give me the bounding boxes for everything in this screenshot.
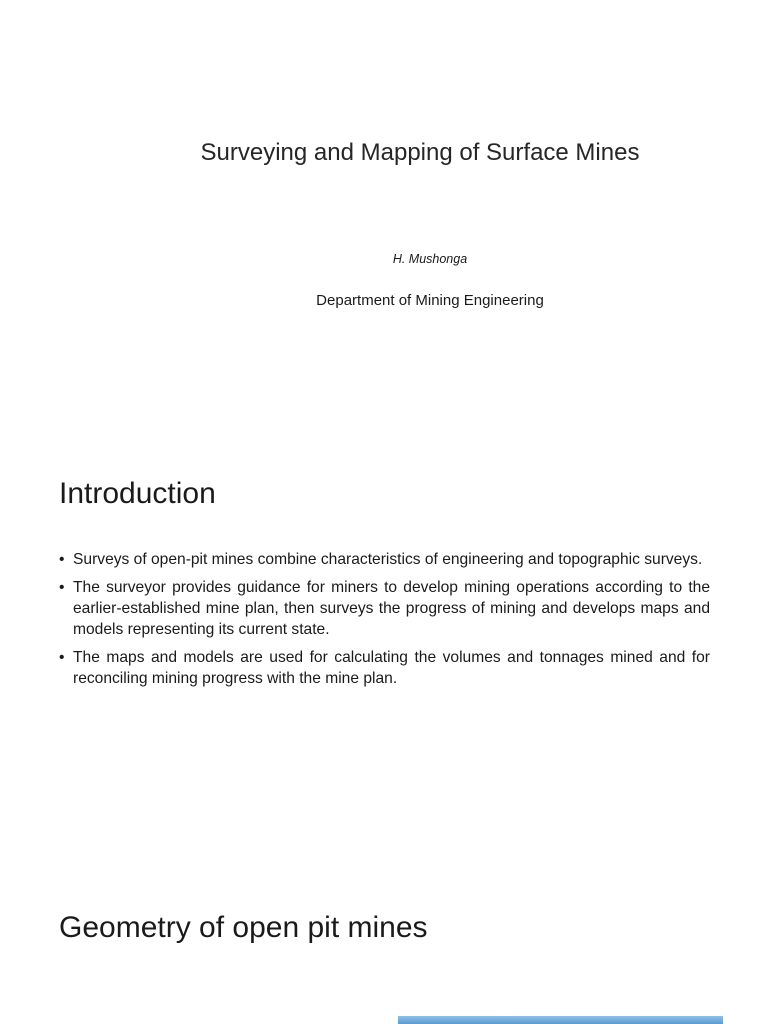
department-name: Department of Mining Engineering (316, 292, 544, 309)
bullet-item (59, 577, 710, 640)
bullet-marker: • (59, 551, 65, 568)
geometry-heading: Geometry of open pit mines (59, 911, 428, 944)
bullet-text: The surveyor provides guidance for miners to develop mining operations according to the earlier-established mine plan, then surveys the progress of mining and develops maps and models representing its current state. (73, 579, 710, 638)
geometry-slide (0, 864, 768, 1024)
bullet-text: The maps and models are used for calculating the volumes and tonnages mined and for reconciling mining progress with the mine plan. (73, 649, 710, 687)
bullet-item (59, 549, 710, 570)
bullet-item (59, 647, 710, 689)
bullet-marker: • (59, 649, 65, 666)
introduction-bullet-list (59, 549, 710, 696)
deck-title: Surveying and Mapping of Surface Mines (200, 139, 640, 166)
title-slide (0, 0, 768, 432)
bullet-text: Surveys of open-pit mines combine characteristics of engineering and topographic surveys. (73, 551, 703, 568)
introduction-slide (0, 432, 768, 864)
author-name: H. Mushonga (392, 252, 468, 266)
figure-image-edge (398, 1016, 723, 1024)
bullet-marker: • (59, 579, 65, 596)
introduction-heading: Introduction (59, 477, 216, 510)
